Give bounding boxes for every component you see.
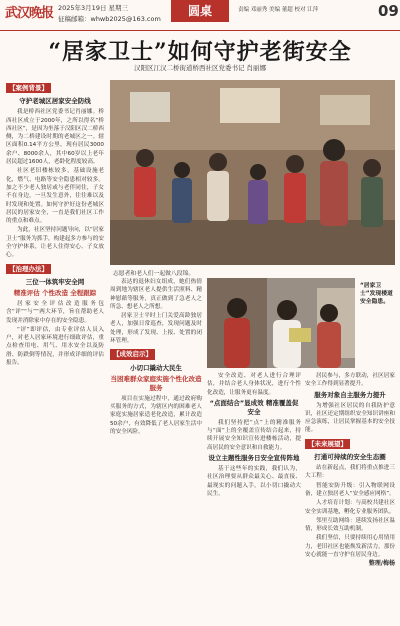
closing-paragraph: 我们坚信，只要持续用心用情用力，老旧社区也能焕发新活力，那份安心就能一直守护在居民身边。 — [305, 535, 395, 559]
bold-subhead: 设立主题性服务日安全宣传阵地 — [208, 454, 300, 463]
column-3 — [207, 372, 301, 620]
case-background-tag: 【案例背景】 — [6, 83, 51, 93]
article-byline: 汉阳区江汉二桥街道桥西社区党委书记 肖丽娜 — [133, 64, 267, 72]
governance-tag: 【治理办法】 — [6, 264, 51, 274]
subheading-4: 打通可持续的安全生态圈 — [314, 453, 386, 462]
inspection-photo-illustration — [207, 278, 355, 368]
editors-line: 责编 邓丽秀 美编 董超 校对 江萍 — [238, 7, 319, 13]
paragraph: 安全改造、对老人进行合理评估，并结合老人身体状况，进行个性化改造，让服务更有温度。 — [207, 373, 301, 396]
masthead — [0, 0, 400, 31]
email-line: 征稿邮箱：whwb2025@163.com — [58, 15, 161, 23]
photo-1-caption: 志愿者和老人们一起做八段锦。 — [113, 271, 195, 277]
photo-2-caption: “居家卫士”发现楼道安全隐患。 — [360, 283, 393, 305]
bold-subhead: 当困难群众家庭实施个性化改造服务 — [110, 374, 202, 392]
inspection-photo — [207, 278, 355, 368]
exercise-photo — [110, 80, 395, 265]
bold-subhead: 精准评估 个性改造 全程跟踪 — [13, 288, 97, 297]
paragraph: 项目在实施过程中，通过政府购买服务的方式，为辖区内的困难老人家庭实施居家适老化改造，累计改造50余户，有效降低了老人居家生活中的安全风险。 — [110, 395, 202, 435]
paragraph: 居家卫士平时上门关爱高龄独居老人，加强日常巡查，发现问题及时处理，形成了发现、上报、处置的闭环管理。 — [110, 313, 202, 345]
subheading-3: 小切口撬动大民生 — [130, 363, 182, 372]
paragraph: 我是桥西社区党委书记肖丽娜。桥西社区成立于2000年，之所以得名“桥西社区”，是因为坐落于汉阳区汉二桥西侧，为二桥建设时期的老城区之一。辖区面积0.14平方公里，现有居民3000余户、8000余人，其中60岁以上老年居民超过1600人，老龄化程度较高。 — [6, 109, 104, 166]
paragraph: “评”即评估，由专业评估人员入户，对老人居家环境进行细致评估，重点检查用电、用气、用水安全以及防滑、防跌倒等情况，并形成详细的评估报告。 — [6, 326, 104, 367]
date-line: 2025年3月19日 星期三 — [58, 4, 129, 12]
signature: 整理/梅杨 — [368, 560, 395, 568]
list-item: 智能安防升级：引入物联网设备，建立独居老人“安全感应网格”。 — [305, 482, 395, 497]
column-2 — [110, 278, 202, 620]
paragraph: 居民参与，多方联动，社区居家安全工作得到显著提升。 — [305, 373, 395, 388]
paragraph: 社区老旧楼栋较多，基础设施老化，燃气、电路等安全隐患相对较多。加之不少老人独居或与老伴同住，子女不在身边，一旦发生意外，往往难以及时发现和处置。如何守护好这份老城区居民的居家安全，一直是我们社区工作的重点和难点。 — [6, 168, 104, 225]
paragraph: 居家安全评估改造服务包含“评”“与”“两大环节，旨在帮助老人发现并消除家中存在的安全隐患。 — [6, 300, 104, 324]
subheading-1: 守护老城区居家安全防线 — [19, 97, 91, 106]
results-tag: 【成效启示】 — [110, 349, 155, 359]
bold-subhead: 服务对象自主服务力提升 — [314, 390, 386, 399]
bold-subhead: “点面结合”显成效 精准覆盖促安全 — [209, 398, 299, 416]
column-1 — [6, 80, 104, 620]
page-number: 09 — [378, 2, 399, 20]
newspaper-logo: 武汉晚报 — [5, 6, 54, 21]
article-headline: “居家卫士”如何守护老街安全 — [48, 39, 352, 65]
section-label: 圆桌 — [171, 0, 229, 22]
column-4 — [305, 372, 395, 620]
subheading-2: 三位一体筑牢安全网 — [25, 277, 85, 286]
paragraph: 为此，社区坚持问题导向，以“居家卫士”服务为抓手，构建起多方参与的安全守护体系，让老人住得安心、子女放心。 — [6, 227, 104, 259]
exercise-photo-illustration — [110, 80, 395, 265]
paragraph: 为增强社区居民的自我防护意识，社区还定期组织安全知识讲座和应急演练，让居民掌握基本的安全技能。 — [305, 402, 395, 434]
list-item: 人才培育计划：与高校共建社区安全实训基地，孵化专业服务团队。 — [305, 500, 395, 515]
list-item: 邻里互助网络：延续发扬社区温情，形成长效互助机制。 — [305, 517, 395, 533]
paragraph: 表达的退休妇女组成，她们热情周到地为辖区老人提供生活照料、精神慰藉等服务，真正做到了急老人之所急、想老人之所想。 — [110, 279, 202, 310]
paragraph: 站在新起点，我们将重点推进三大工程： — [305, 465, 395, 480]
paragraph: 基于这些年的实践，我们认为，社区治理要从群众最关心、最直接、最现实的问题入手，以小切口撬动大民生。 — [207, 466, 301, 497]
outlook-tag: 【未来展望】 — [305, 439, 350, 449]
paragraph: 我们坚持把“点”上的精准服务与“面”上的全覆盖宣传结合起来，持续开展安全知识宣传进楼栋活动，提高居民的安全意识和自救能力。 — [207, 419, 301, 451]
